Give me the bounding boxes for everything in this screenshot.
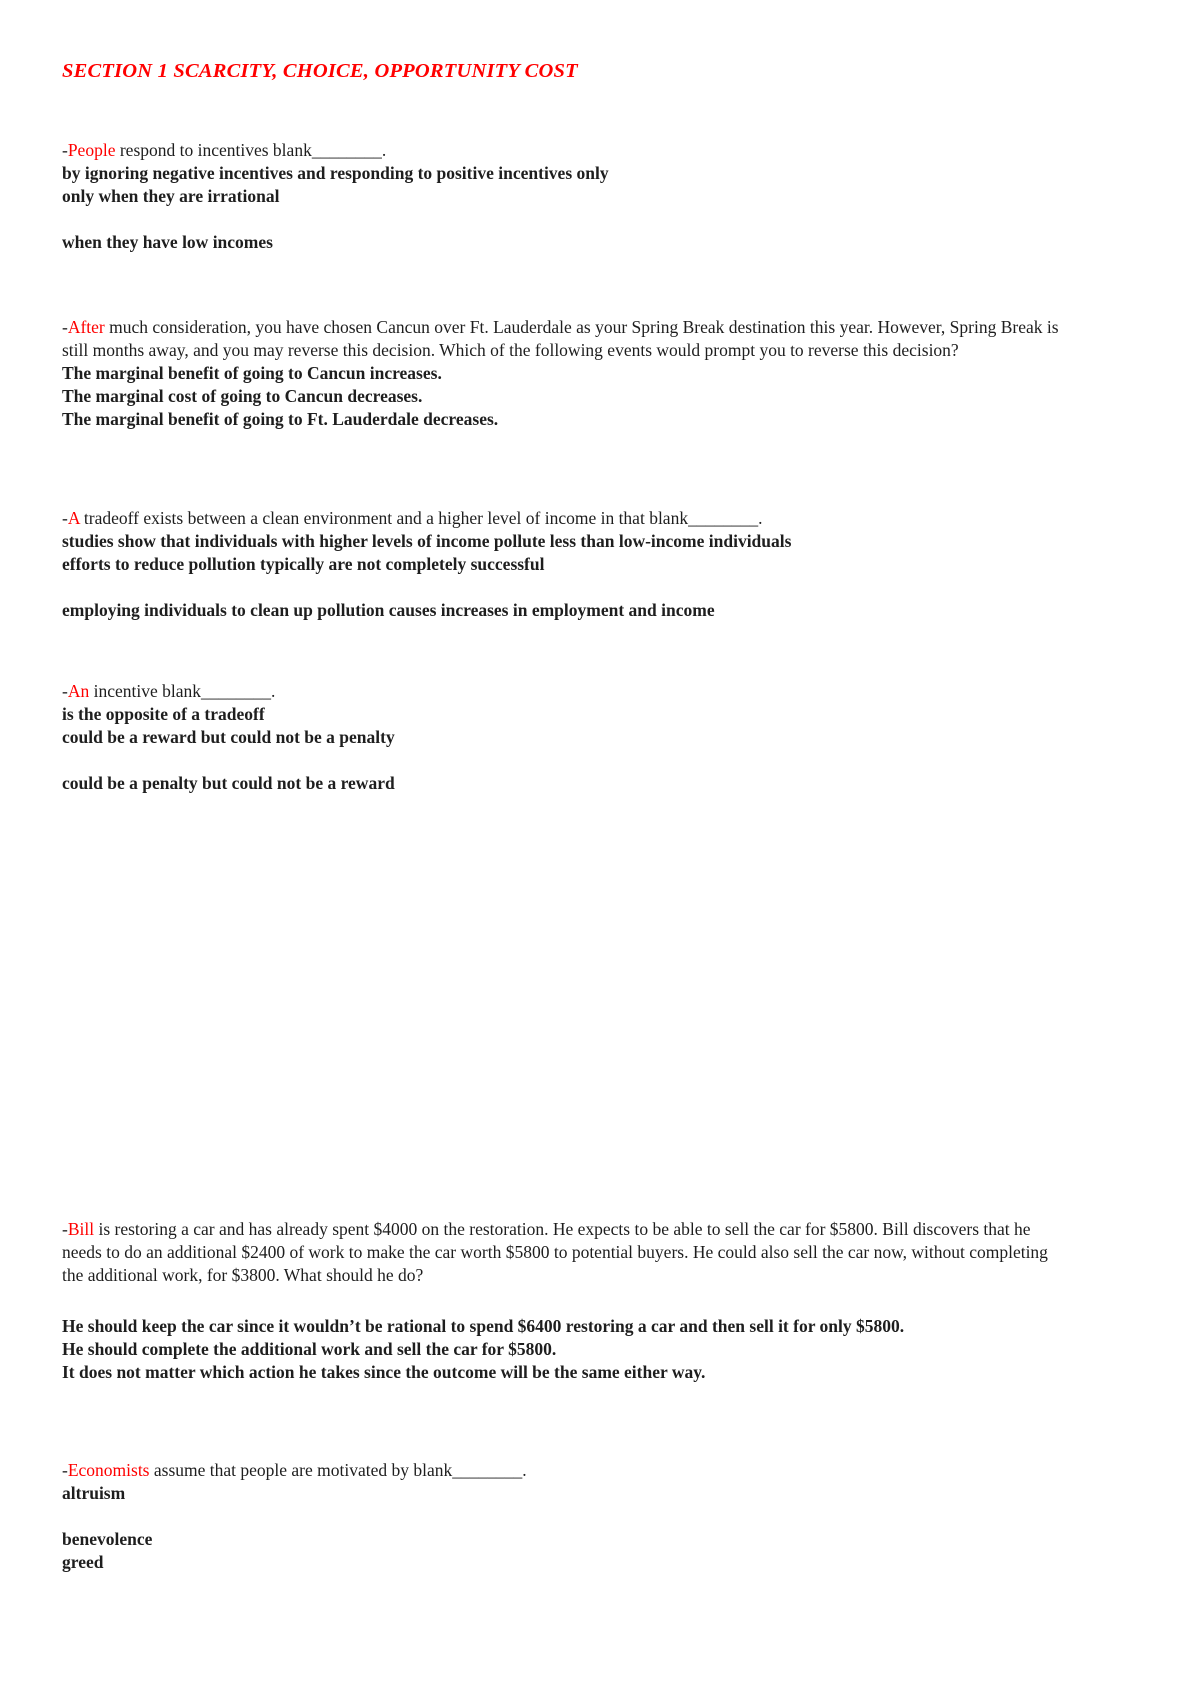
dash: - bbox=[62, 317, 68, 337]
question-block-bill-car bbox=[62, 1218, 1067, 1384]
answer-option: He should keep the car since it wouldn’t be rational to spend $6400 restoring a car and then sell it for only $5800. bbox=[62, 1316, 905, 1336]
dash: - bbox=[62, 1219, 68, 1239]
answer-option: efforts to reduce pollution typically are not completely successful bbox=[62, 554, 545, 574]
answer-option: benevolence bbox=[62, 1529, 153, 1549]
answer-option: It does not matter which action he takes since the outcome will be the same either way. bbox=[62, 1362, 706, 1382]
dash: - bbox=[62, 508, 68, 528]
question-stem-text: tradeoff exists between a clean environment and a higher level of income in that blank________. bbox=[79, 508, 763, 528]
question-stem bbox=[62, 139, 1067, 162]
answer-option: could be a penalty but could not be a reward bbox=[62, 773, 395, 793]
answer-option: studies show that individuals with higher levels of income pollute less than low-income individuals bbox=[62, 531, 792, 551]
answer-option: only when they are irrational bbox=[62, 186, 280, 206]
question-lead-word: After bbox=[67, 317, 105, 337]
answer-option: employing individuals to clean up pollution causes increases in employment and income bbox=[62, 600, 715, 620]
answer-option: is the opposite of a tradeoff bbox=[62, 704, 265, 724]
question-stem-text: respond to incentives blank________. bbox=[115, 140, 387, 160]
dash: - bbox=[62, 681, 68, 701]
question-stem bbox=[62, 507, 1067, 530]
question-stem bbox=[62, 1459, 1067, 1482]
question-stem bbox=[62, 1218, 1067, 1287]
question-block-people-incentives bbox=[62, 139, 1067, 254]
blank-line bbox=[62, 208, 1067, 231]
answer-option: could be a reward but could not be a penalty bbox=[62, 727, 395, 747]
page-title: SECTION 1 SCARCITY, CHOICE, OPPORTUNITY COST bbox=[62, 60, 578, 82]
question-stem-text: is restoring a car and has already spent $4000 on the restoration. He expects to be able to sell the car for $5800. Bill discovers that he needs to do an additional $2400 of work to make the car worth $5800 to potential buyers. He could also sell the car now, without completing the additional work, for $3800. What should he do? bbox=[62, 1219, 1048, 1285]
answer-options bbox=[62, 530, 1067, 622]
question-stem bbox=[62, 316, 1067, 362]
dash: - bbox=[62, 140, 68, 160]
question-stem-text: assume that people are motivated by blank________. bbox=[149, 1460, 527, 1480]
blank-line bbox=[62, 576, 1067, 599]
answer-options bbox=[62, 1315, 1067, 1384]
question-block-incentive bbox=[62, 680, 1067, 795]
dash: - bbox=[62, 1460, 68, 1480]
question-block-tradeoff-environment bbox=[62, 507, 1067, 622]
question-block-economists-motivation bbox=[62, 1459, 1067, 1574]
answer-options bbox=[62, 703, 1067, 795]
answer-options bbox=[62, 1482, 1067, 1574]
answer-option: altruism bbox=[62, 1483, 126, 1503]
question-block-spring-break bbox=[62, 316, 1067, 431]
question-lead-word: Economists bbox=[67, 1460, 150, 1480]
answer-options bbox=[62, 362, 1067, 431]
blank-line bbox=[62, 1505, 1067, 1528]
question-lead-word: An bbox=[67, 681, 90, 701]
answer-options bbox=[62, 162, 1067, 254]
question-lead-word: Bill bbox=[67, 1219, 95, 1239]
question-stem-text: incentive blank________. bbox=[89, 681, 276, 701]
answer-option: The marginal cost of going to Cancun decreases. bbox=[62, 386, 423, 406]
question-stem bbox=[62, 680, 1067, 703]
answer-option: by ignoring negative incentives and responding to positive incentives only bbox=[62, 163, 609, 183]
question-lead-word: People bbox=[67, 140, 116, 160]
answer-option: The marginal benefit of going to Ft. Lauderdale decreases. bbox=[62, 409, 499, 429]
answer-option: He should complete the additional work and sell the car for $5800. bbox=[62, 1339, 557, 1359]
answer-option: The marginal benefit of going to Cancun increases. bbox=[62, 363, 442, 383]
question-stem-text: much consideration, you have chosen Cancun over Ft. Lauderdale as your Spring Break destination this year. However, Spring Break is still months away, and you may reverse this decision. Which of the following events would prompt you to reverse this decision? bbox=[62, 317, 1059, 360]
answer-option: greed bbox=[62, 1552, 104, 1572]
question-lead-word: A bbox=[67, 508, 80, 528]
blank-line bbox=[62, 749, 1067, 772]
answer-option: when they have low incomes bbox=[62, 232, 273, 252]
